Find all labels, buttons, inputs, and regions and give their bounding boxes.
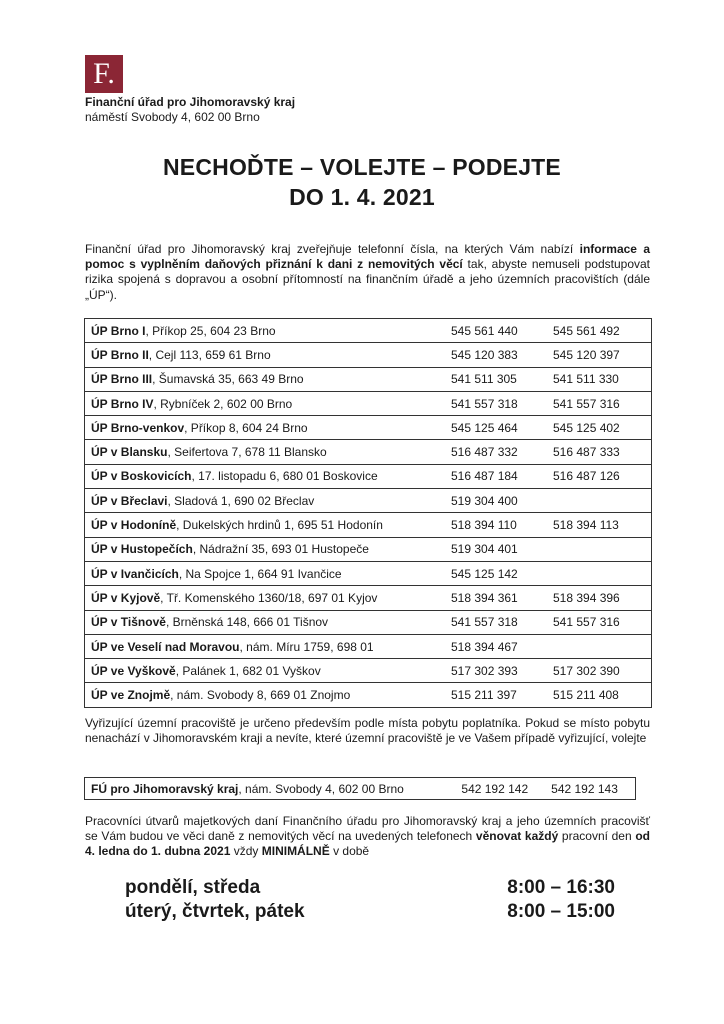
office-address: , Brněnská 148, 666 01 Tišnov (165, 615, 329, 630)
office-phone-1: 545 125 142 (445, 561, 547, 585)
office-address: , Šumavská 35, 663 49 Brno (152, 372, 304, 387)
org-address: náměstí Svobody 4, 602 00 Brno (85, 110, 260, 124)
office-address: , Seifertova 7, 678 11 Blansko (167, 445, 327, 460)
office-address-cell (85, 343, 446, 367)
office-phone-1: 541 557 318 (445, 610, 547, 634)
closing-text-3: vždy (230, 844, 262, 859)
office-name: ÚP Brno IV (91, 396, 154, 411)
office-phone-2: 541 557 316 (547, 391, 652, 415)
office-row (85, 464, 652, 488)
office-address-cell (85, 489, 446, 513)
office-row (85, 537, 652, 561)
hq-address: , nám. Svobody 4, 602 00 Brno (238, 781, 404, 796)
title-line-1: NECHOĎTE – VOLEJTE – PODEJTE (163, 154, 561, 180)
closing-text-4: v době (329, 844, 370, 859)
office-phone-1: 518 394 361 (445, 586, 547, 610)
office-address: , nám. Svobody 8, 669 01 Znojmo (170, 688, 351, 703)
office-phone-2: 515 211 408 (547, 683, 652, 707)
office-name: ÚP ve Vyškově (91, 663, 176, 678)
org-name: Finanční úřad pro Jihomoravský kraj (85, 95, 296, 109)
closing-text-1: Pracovníci útvarů majetkových daní Finančního úřadu pro Jihomoravský kraj a jeho územních pracovišť se Vám budou ve věci daně z nemovitých věcí na uvedených telefonech (85, 814, 650, 844)
office-row (85, 513, 652, 537)
closing-text-2: pracovní den (558, 829, 636, 844)
office-address-cell (85, 391, 446, 415)
closing-bold-2: od 4. ledna do 1. dubna 2021 (85, 829, 650, 859)
hq-table (84, 777, 636, 800)
hours-block (125, 876, 615, 924)
closing-paragraph (85, 814, 650, 860)
office-address: , 17. listopadu 6, 680 01 Boskovice (191, 469, 378, 484)
office-phone-1: 545 125 464 (445, 416, 547, 440)
office-address: , Cejl 113, 659 61 Brno (148, 347, 271, 362)
page-title (0, 152, 724, 212)
office-phone-2 (547, 561, 652, 585)
office-address: , Sladová 1, 690 02 Břeclav (167, 493, 315, 508)
office-row (85, 391, 652, 415)
hq-row (85, 778, 636, 800)
office-name: ÚP v Hustopečích (91, 542, 193, 557)
office-phone-1: 516 487 332 (445, 440, 547, 464)
intro-bold: informace a pomoc s vyplněním daňových přiznání k dani z nemovitých věcí (85, 242, 651, 272)
office-phone-1: 519 304 400 (445, 489, 547, 513)
office-name: ÚP ve Veselí nad Moravou (91, 639, 240, 654)
hq-address-cell (85, 778, 456, 800)
office-address: , Tř. Komenského 1360/18, 697 01 Kyjov (160, 590, 378, 605)
office-phone-1: 517 302 393 (445, 659, 547, 683)
office-address-cell (85, 634, 446, 658)
hours-time: 8:00 – 15:00 (507, 901, 615, 922)
office-phone-2: 545 125 402 (547, 416, 652, 440)
office-address: , Nádražní 35, 693 01 Hustopeče (192, 542, 369, 557)
office-address-cell (85, 367, 446, 391)
office-row (85, 319, 652, 343)
office-row (85, 586, 652, 610)
hours-time: 8:00 – 16:30 (507, 877, 615, 898)
office-address: , Na Spojce 1, 664 91 Ivančice (178, 566, 342, 581)
closing-bold-1: věnovat každý (475, 829, 559, 844)
office-phone-1: 545 561 440 (445, 319, 547, 343)
office-phone-2: 516 487 333 (547, 440, 652, 464)
office-name: ÚP Brno III (91, 372, 153, 387)
office-address-cell (85, 659, 446, 683)
office-phone-2: 541 511 330 (547, 367, 652, 391)
office-phone-2: 545 120 397 (547, 343, 652, 367)
office-name: ÚP Brno I (91, 323, 146, 338)
office-address-cell (85, 610, 446, 634)
office-phone-2 (547, 489, 652, 513)
office-row (85, 416, 652, 440)
office-row (85, 561, 652, 585)
office-address-cell (85, 464, 446, 488)
office-phone-2 (547, 634, 652, 658)
intro-paragraph (85, 242, 650, 303)
office-phone-2: 516 487 126 (547, 464, 652, 488)
office-name: ÚP v Ivančicích (91, 566, 179, 581)
office-row (85, 367, 652, 391)
office-phone-2: 518 394 396 (547, 586, 652, 610)
office-row (85, 659, 652, 683)
office-name: ÚP Brno II (91, 347, 149, 362)
office-phone-2: 541 557 316 (547, 610, 652, 634)
office-address-cell (85, 537, 446, 561)
title-line-2: DO 1. 4. 2021 (289, 184, 435, 210)
office-row (85, 683, 652, 707)
office-address: , Dukelských hrdinů 1, 695 51 Hodonín (176, 518, 383, 533)
hours-row (125, 900, 615, 924)
office-address: , Palánek 1, 682 01 Vyškov (175, 663, 321, 678)
office-phone-1: 516 487 184 (445, 464, 547, 488)
hours-days: úterý, čtvrtek, pátek (125, 901, 305, 922)
office-phone-1: 518 394 110 (445, 513, 547, 537)
office-address-cell (85, 513, 446, 537)
logo: F. (85, 55, 123, 93)
intro-text-2: tak, abyste nemuseli podstupovat rizika spojená s dopravou a osobní přítomností na finančním úřadě a jeho územních pracovištích (dále „ÚP“). (85, 257, 651, 302)
office-name: ÚP v Břeclavi (91, 493, 168, 508)
office-phone-1: 541 511 305 (445, 367, 547, 391)
offices-table (84, 318, 652, 708)
office-row (85, 440, 652, 464)
office-phone-1: 545 120 383 (445, 343, 547, 367)
office-name: ÚP v Kyjově (91, 590, 161, 605)
office-row (85, 489, 652, 513)
office-address-cell (85, 586, 446, 610)
office-phone-1: 541 557 318 (445, 391, 547, 415)
office-phone-1: 519 304 401 (445, 537, 547, 561)
hq-phone-2: 542 192 143 (545, 778, 635, 800)
office-phone-1: 518 394 467 (445, 634, 547, 658)
office-row (85, 610, 652, 634)
office-address: , Příkop 8, 604 24 Brno (184, 420, 308, 435)
office-row (85, 634, 652, 658)
office-name: ÚP v Blansku (91, 445, 168, 460)
hours-days: pondělí, středa (125, 877, 261, 898)
office-address-cell (85, 440, 446, 464)
intro-text-1: Finanční úřad pro Jihomoravský kraj zveřejňuje telefonní čísla, na kterých Vám nabízí (85, 242, 580, 256)
office-address-cell (85, 561, 446, 585)
office-name: ÚP Brno-venkov (91, 420, 185, 435)
closing-bold-3: MINIMÁLNĚ (261, 844, 330, 859)
office-address-cell (85, 683, 446, 707)
office-name: ÚP v Tišnově (91, 615, 166, 630)
office-phone-2: 545 561 492 (547, 319, 652, 343)
office-name: ÚP v Hodoníně (91, 518, 177, 533)
office-phone-2 (547, 537, 652, 561)
office-phone-1: 515 211 397 (445, 683, 547, 707)
office-name: ÚP ve Znojmě (91, 688, 171, 703)
note-paragraph: Vyřizující územní pracoviště je určeno především podle místa pobytu poplatníka. Pokud se místo pobytu nenachází v Jihomoravském kraji a nevíte, které územní pracoviště je ve Vašem případě vyřizující, volejte (85, 716, 650, 746)
hq-phone-1: 542 192 142 (455, 778, 545, 800)
header (85, 95, 295, 125)
office-address-cell (85, 319, 446, 343)
hq-name: FÚ pro Jihomoravský kraj (91, 781, 239, 796)
office-phone-2: 518 394 113 (547, 513, 652, 537)
hours-row (125, 876, 615, 900)
office-row (85, 343, 652, 367)
office-name: ÚP v Boskovicích (91, 469, 192, 484)
office-address-cell (85, 416, 446, 440)
office-address: , Rybníček 2, 602 00 Brno (153, 396, 293, 411)
office-address: , nám. Míru 1759, 698 01 (239, 639, 374, 654)
office-phone-2: 517 302 390 (547, 659, 652, 683)
office-address: , Příkop 25, 604 23 Brno (145, 323, 276, 338)
